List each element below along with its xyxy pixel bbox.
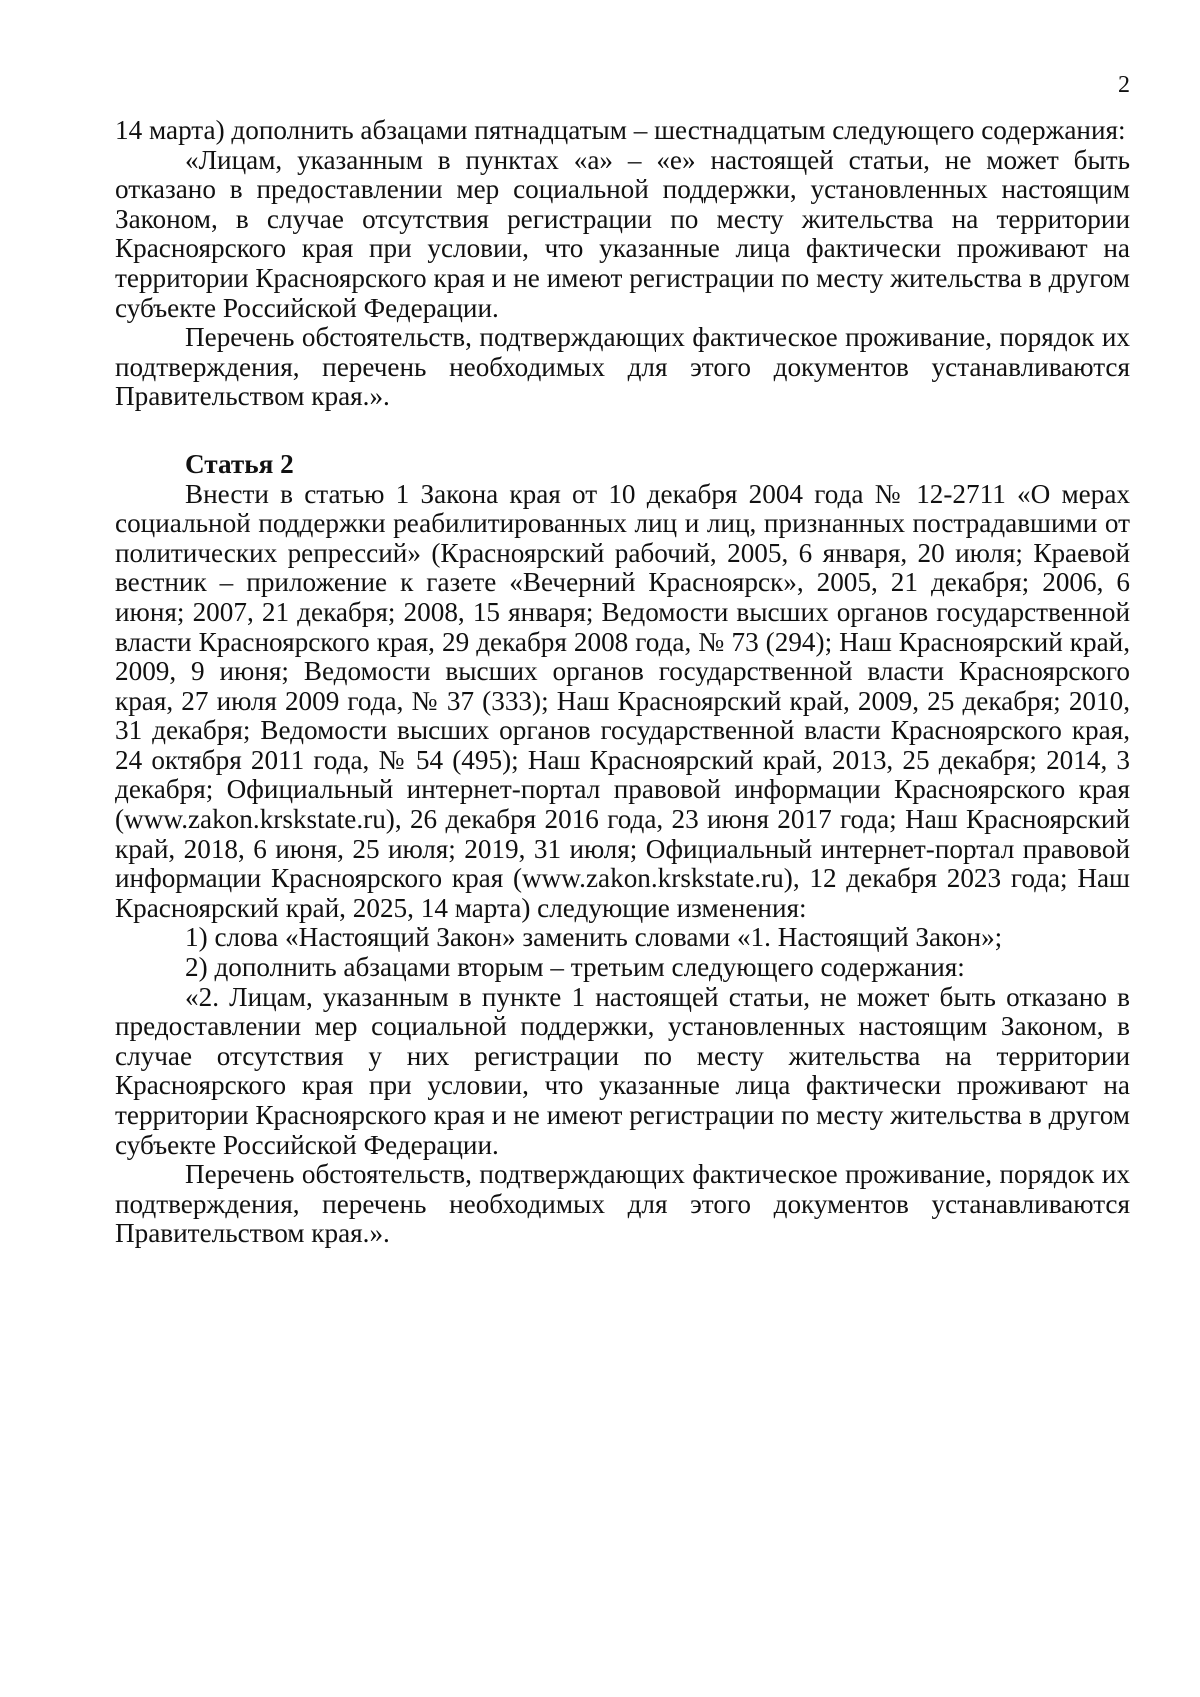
paragraph-circumstances-list-2: Перечень обстоятельств, подтверждающих фактическое проживание, порядок их подтверждения, перечень необходимых для этого документов устанавливаются Правительством края.». <box>115 1159 1130 1249</box>
document-body <box>115 116 1130 1249</box>
paragraph-quote-point-2: «2. Лицам, указанным в пункте 1 настоящей статьи, не может быть отказано в предоставлении мер социальной поддержки, установленных настоящим Законом, в случае отсутствия у них регистрации по месту жительства на территории Красноярского края при условии, что указанные лица фактически проживают на территории Красноярского края и не имеют регистрации по месту жительства в другом субъекте Российской Федерации. <box>115 981 1130 1160</box>
section-spacer <box>115 412 1130 450</box>
paragraph-quote-persons: «Лицам, указанным в пунктах «а» – «е» настоящей статьи, не может быть отказано в предоставлении мер социальной поддержки, установленных настоящим Законом, в случае отсутствия регистрации по месту жительства на территории Красноярского края при условии, что указанные лица фактически проживают на территории Красноярского края и не имеют регистрации по месту жительства в другом субъекте Российской Федерации. <box>115 144 1130 323</box>
paragraph-continuation: 14 марта) дополнить абзацами пятнадцатым – шестнадцатым следующего содержания: <box>115 115 1126 145</box>
paragraph-article-2-intro: Внести в статью 1 Закона края от 10 декабря 2004 года № 12-2711 «О мерах социальной поддержки реабилитированных лиц и лиц, признанных пострадавшими от политических репрессий» (Красноярский рабочий, 2005, 6 января, 20 июля; Краевой вестник – приложение к газете «Вечерний Красноярск», 2005, 21 декабря; 2006, 6 июня; 2007, 21 декабря; 2008, 15 января; Ведомости высших органов государственной власти Красноярского края, 29 декабря 2008 года, № 73 (294); Наш Красноярский край, 2009, 9 июня; Ведомости высших органов государственной власти Красноярского края, 27 июля 2009 года, № 37 (333); Наш Красноярский край, 2009, 25 декабря; 2010, 31 декабря; Ведомости высших органов государственной власти Красноярского края, 24 октября 2011 года, № 54 (495); Наш Красноярский край, 2013, 25 декабря; 2014, 3 декабря; Официальный интернет-портал правовой информации Красноярского края (www.zakon.krskstate.ru), 26 декабря 2016 года, 23 июня 2017 года; Наш Красноярский край, 2018, 6 июня, 25 июля; 2019, 31 июля; Официальный интернет-портал правовой информации Красноярского края (www.zakon.krskstate.ru), 12 декабря 2023 года; Наш Красноярский край, 2025, 14 марта) следующие изменения: <box>115 478 1130 923</box>
article-2-heading: Статья 2 <box>185 448 294 479</box>
page-number: 2 <box>1118 72 1130 98</box>
paragraph-circumstances-list: Перечень обстоятельств, подтверждающих фактическое проживание, порядок их подтверждения, перечень необходимых для этого документов устанавливаются Правительством края.». <box>115 322 1130 412</box>
paragraph-change-1: 1) слова «Настоящий Закон» заменить словами «1. Настоящий Закон»; <box>185 922 1003 953</box>
paragraph-change-2: 2) дополнить абзацами вторым – третьим следующего содержания: <box>185 952 965 983</box>
